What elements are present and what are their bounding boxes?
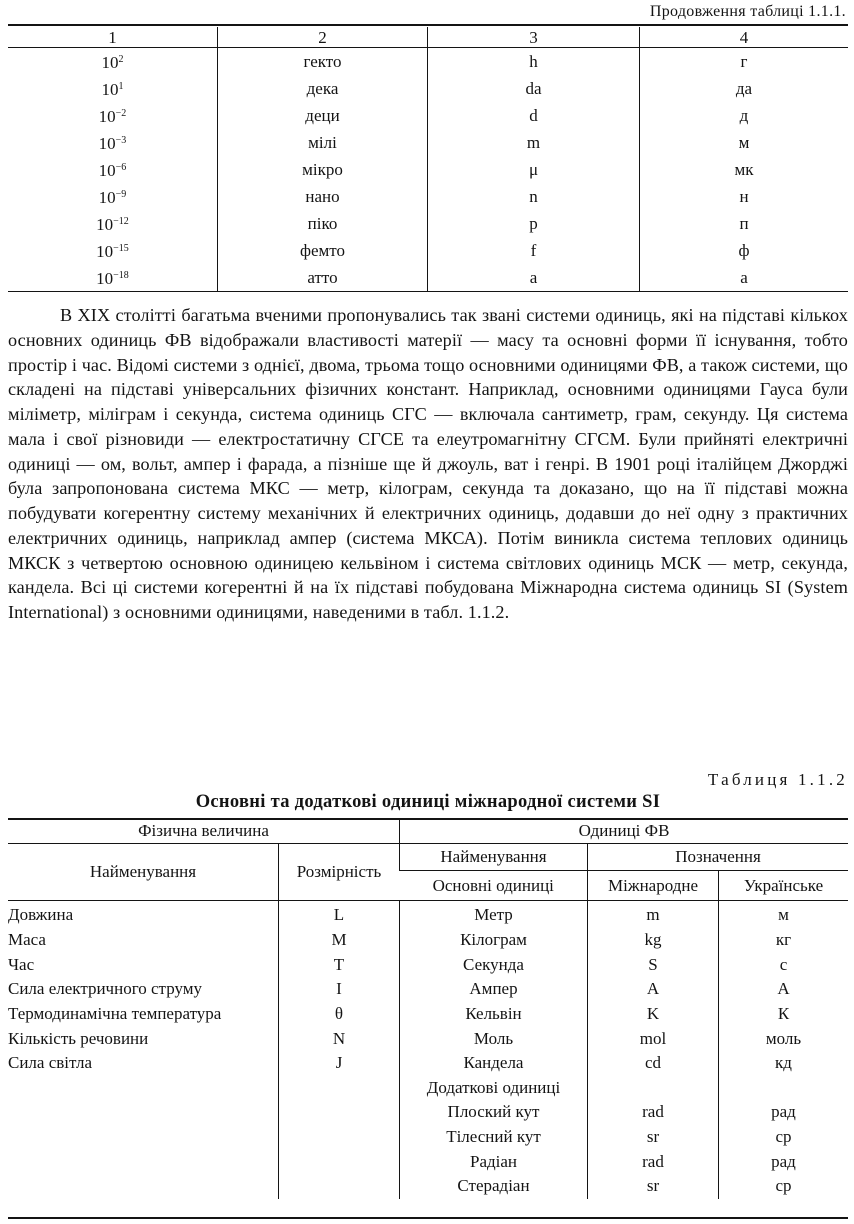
unit-ukr-symbol: с: [719, 952, 849, 977]
unit-name: Кельвін: [400, 1002, 588, 1027]
prefix-intl-symbol: f: [428, 237, 640, 264]
prefix-intl-symbol: h: [428, 48, 640, 76]
table-row: [8, 952, 848, 977]
unit-intl-symbol: sr: [588, 1125, 719, 1150]
power-of-ten: [8, 48, 218, 76]
table-row: [8, 1075, 848, 1100]
unit-intl-symbol: rad: [588, 1100, 719, 1125]
header-basic-units: Основні одиниці: [400, 871, 588, 901]
unit-name: Радіан: [400, 1149, 588, 1174]
unit-ukr-symbol: рад: [719, 1149, 849, 1174]
unit-name: Ампер: [400, 977, 588, 1002]
power-of-ten: [8, 102, 218, 129]
table-row: [8, 237, 848, 264]
power-of-ten: [8, 156, 218, 183]
unit-name: Додаткові одиниці: [400, 1075, 588, 1100]
body-paragraph: В XIX столітті багатьма вченими пропонувались так звані системи одиниць, які на підставі кількох основних одиниць ФВ відображали властивості матерії — масу та основні форми її існування, тобто простір і час. Відомі системи з однієї, двома, трьома тощо основними одиницями ФВ, а також системи, що складені на підставі універсальних фізичних констант. Наприклад, основними одиницями Гауса були міліметр, міліграм і секунда, система одиниць СГС — включала сантиметр, грам, секунду. Ця система мала і свої різновиди — електростатичну СГСЕ та елеутромагнітну СГСМ. Були прийняті електричні одиниці — ом, вольт, ампер і фарада, а пізніше ще й джоуль, ват і генрі. В 1901 році італійцем Джорджі була запропонована система МКС — метр, кілограм, секунда та доказано, що на її підставі можна побудувати когерентну систему механічних й електричних одиниць, додавши до неї одну з практичних електричних одиниць, наприклад ампер (система МКСА). Потім виникла система теплових одиниць МКСК з четвертою основною одиницею кельвіном і система світлових одиниць МСК — метр, секунда, кандела. Всі ці системи когерентні й на їх підставі побудована Міжнародна система одиниць SI (System International) з основними одиницями, наведеними в табл. 1.1.2.: [8, 305, 848, 622]
table-row: [8, 1100, 848, 1125]
table-row: [8, 901, 848, 928]
table-row: [8, 1149, 848, 1174]
unit-ukr-symbol: рад: [719, 1100, 849, 1125]
power-base: 10: [101, 53, 119, 72]
power-base: 10: [98, 134, 116, 153]
table1-header-3: 3: [428, 27, 640, 48]
power-exponent: −12: [113, 216, 129, 227]
quantity-name: [8, 1174, 279, 1199]
unit-intl-symbol: [588, 1075, 719, 1100]
quantity-name: Час: [8, 954, 35, 974]
table-row: [8, 1026, 848, 1051]
prefix-intl-symbol: a: [428, 264, 640, 292]
quantity-dimension: T: [279, 952, 400, 977]
table-row: [8, 156, 848, 183]
prefix-name: піко: [218, 210, 428, 237]
header-dimension: Розмірність: [279, 844, 400, 901]
table-row: [8, 48, 848, 76]
quantity-dimension: [279, 1100, 400, 1125]
power-exponent: 2: [118, 54, 124, 65]
prefix-name: дека: [218, 75, 428, 102]
header-physical-quantity: Фізична величина: [8, 818, 400, 844]
power-base: 10: [101, 80, 119, 99]
unit-ukr-symbol: К: [719, 1002, 849, 1027]
quantity-name: Сила електричного струму: [8, 979, 202, 999]
header-units: Одиниці ФВ: [400, 818, 849, 844]
unit-intl-symbol: m: [588, 901, 719, 928]
quantity-name: [8, 1075, 279, 1100]
unit-intl-symbol: kg: [588, 928, 719, 953]
quantity-dimension: N: [279, 1026, 400, 1051]
quantity-name: Кількість речовини: [8, 1028, 149, 1048]
table-row: [8, 129, 848, 156]
prefix-intl-symbol: da: [428, 75, 640, 102]
table-row: [8, 1002, 848, 1027]
prefix-name: мікро: [218, 156, 428, 183]
quantity-name: [8, 1149, 279, 1174]
unit-ukr-symbol: ср: [719, 1174, 849, 1199]
power-of-ten: [8, 237, 218, 264]
power-exponent: −2: [115, 108, 127, 119]
unit-intl-symbol: A: [588, 977, 719, 1002]
power-exponent: 1: [118, 81, 124, 92]
prefix-name: гекто: [218, 48, 428, 76]
unit-ukr-symbol: м: [719, 901, 849, 928]
quantity-name: [8, 1100, 279, 1125]
prefix-ukr-symbol: ф: [640, 237, 849, 264]
header-unit-name: Найменування: [400, 844, 588, 871]
unit-intl-symbol: rad: [588, 1149, 719, 1174]
quantity-dimension: M: [279, 928, 400, 953]
quantity-name: Довжина: [8, 905, 74, 925]
unit-name: Кандела: [400, 1051, 588, 1076]
prefix-intl-symbol: p: [428, 210, 640, 237]
quantity-dimension: [279, 1149, 400, 1174]
si-units-table: [8, 818, 848, 1199]
table1-header-2: 2: [218, 27, 428, 48]
power-of-ten: [8, 210, 218, 237]
power-exponent: −3: [115, 135, 127, 146]
power-base: 10: [98, 107, 116, 126]
table2-caption: Таблиця 1.1.2: [707, 770, 848, 789]
power-base: 10: [96, 269, 114, 288]
prefix-ukr-symbol: а: [640, 264, 849, 292]
unit-ukr-symbol: моль: [719, 1026, 849, 1051]
unit-intl-symbol: cd: [588, 1051, 719, 1076]
table-row: [8, 977, 848, 1002]
prefix-name: мілі: [218, 129, 428, 156]
prefix-intl-symbol: m: [428, 129, 640, 156]
power-base: 10: [96, 215, 114, 234]
table1-header-1: 1: [8, 27, 218, 48]
unit-name: Моль: [400, 1026, 588, 1051]
header-international: Міжнародне: [588, 871, 719, 901]
prefix-name: нано: [218, 183, 428, 210]
prefix-intl-symbol: n: [428, 183, 640, 210]
table-row: [8, 928, 848, 953]
power-of-ten: [8, 264, 218, 292]
unit-name: Кілограм: [400, 928, 588, 953]
table-row: [8, 1125, 848, 1150]
unit-name: Плоский кут: [400, 1100, 588, 1125]
table1-body: [8, 48, 848, 292]
power-base: 10: [98, 188, 116, 207]
power-exponent: −15: [113, 243, 129, 254]
header-name: Найменування: [8, 844, 279, 901]
prefix-ukr-symbol: н: [640, 183, 849, 210]
unit-name: Стерадіан: [400, 1174, 588, 1199]
table-row: [8, 1051, 848, 1076]
unit-intl-symbol: mol: [588, 1026, 719, 1051]
power-of-ten: [8, 75, 218, 102]
table2-body: [8, 901, 848, 1199]
prefix-ukr-symbol: п: [640, 210, 849, 237]
unit-ukr-symbol: А: [719, 977, 849, 1002]
prefix-name: фемто: [218, 237, 428, 264]
unit-intl-symbol: sr: [588, 1174, 719, 1199]
prefix-name: атто: [218, 264, 428, 292]
unit-ukr-symbol: ср: [719, 1125, 849, 1150]
unit-intl-symbol: S: [588, 952, 719, 977]
unit-ukr-symbol: кд: [719, 1051, 849, 1076]
table-row: [8, 264, 848, 292]
power-base: 10: [98, 161, 116, 180]
prefix-table: [8, 27, 848, 292]
quantity-dimension: [279, 1075, 400, 1100]
unit-name: Метр: [400, 901, 588, 928]
prefix-ukr-symbol: м: [640, 129, 849, 156]
quantity-name: Маса: [8, 929, 46, 949]
unit-name: Секунда: [400, 952, 588, 977]
prefix-ukr-symbol: мк: [640, 156, 849, 183]
prefix-ukr-symbol: г: [640, 48, 849, 76]
quantity-dimension: L: [279, 901, 400, 928]
header-designation: Позначення: [588, 844, 849, 871]
unit-name: Тілесний кут: [400, 1125, 588, 1150]
quantity-dimension: J: [279, 1051, 400, 1076]
power-base: 10: [96, 242, 114, 261]
prefix-intl-symbol: d: [428, 102, 640, 129]
prefix-name: деци: [218, 102, 428, 129]
unit-intl-symbol: K: [588, 1002, 719, 1027]
quantity-name: Термодинамічна температура: [8, 1003, 222, 1023]
power-of-ten: [8, 129, 218, 156]
quantity-dimension: θ: [279, 1002, 400, 1027]
power-exponent: −6: [115, 162, 127, 173]
table-row: [8, 1174, 848, 1199]
table1-top-rule: [8, 24, 848, 26]
table1-header-row: [8, 27, 848, 48]
quantity-dimension: I: [279, 977, 400, 1002]
table-row: [8, 210, 848, 237]
header-ukrainian: Українське: [719, 871, 849, 901]
power-exponent: −9: [115, 189, 127, 200]
table-row: [8, 183, 848, 210]
quantity-name: Сила світла: [8, 1053, 93, 1073]
bottom-rule: [8, 1217, 848, 1219]
table2-header-row-2: [8, 844, 848, 871]
quantity-dimension: [279, 1125, 400, 1150]
table1-caption: Продовження таблиці 1.1.1.: [649, 3, 846, 20]
prefix-ukr-symbol: да: [640, 75, 849, 102]
table-row: [8, 75, 848, 102]
quantity-dimension: [279, 1174, 400, 1199]
quantity-name: [8, 1125, 279, 1150]
power-exponent: −18: [113, 270, 129, 281]
table-row: [8, 102, 848, 129]
unit-ukr-symbol: [719, 1075, 849, 1100]
table2-header-row-1: [8, 818, 848, 844]
unit-ukr-symbol: кг: [719, 928, 849, 953]
power-of-ten: [8, 183, 218, 210]
prefix-intl-symbol: μ: [428, 156, 640, 183]
table2-title: Основні та додаткові одиниці міжнародної системи SI: [195, 792, 661, 812]
table1-header-4: 4: [640, 27, 849, 48]
prefix-ukr-symbol: д: [640, 102, 849, 129]
